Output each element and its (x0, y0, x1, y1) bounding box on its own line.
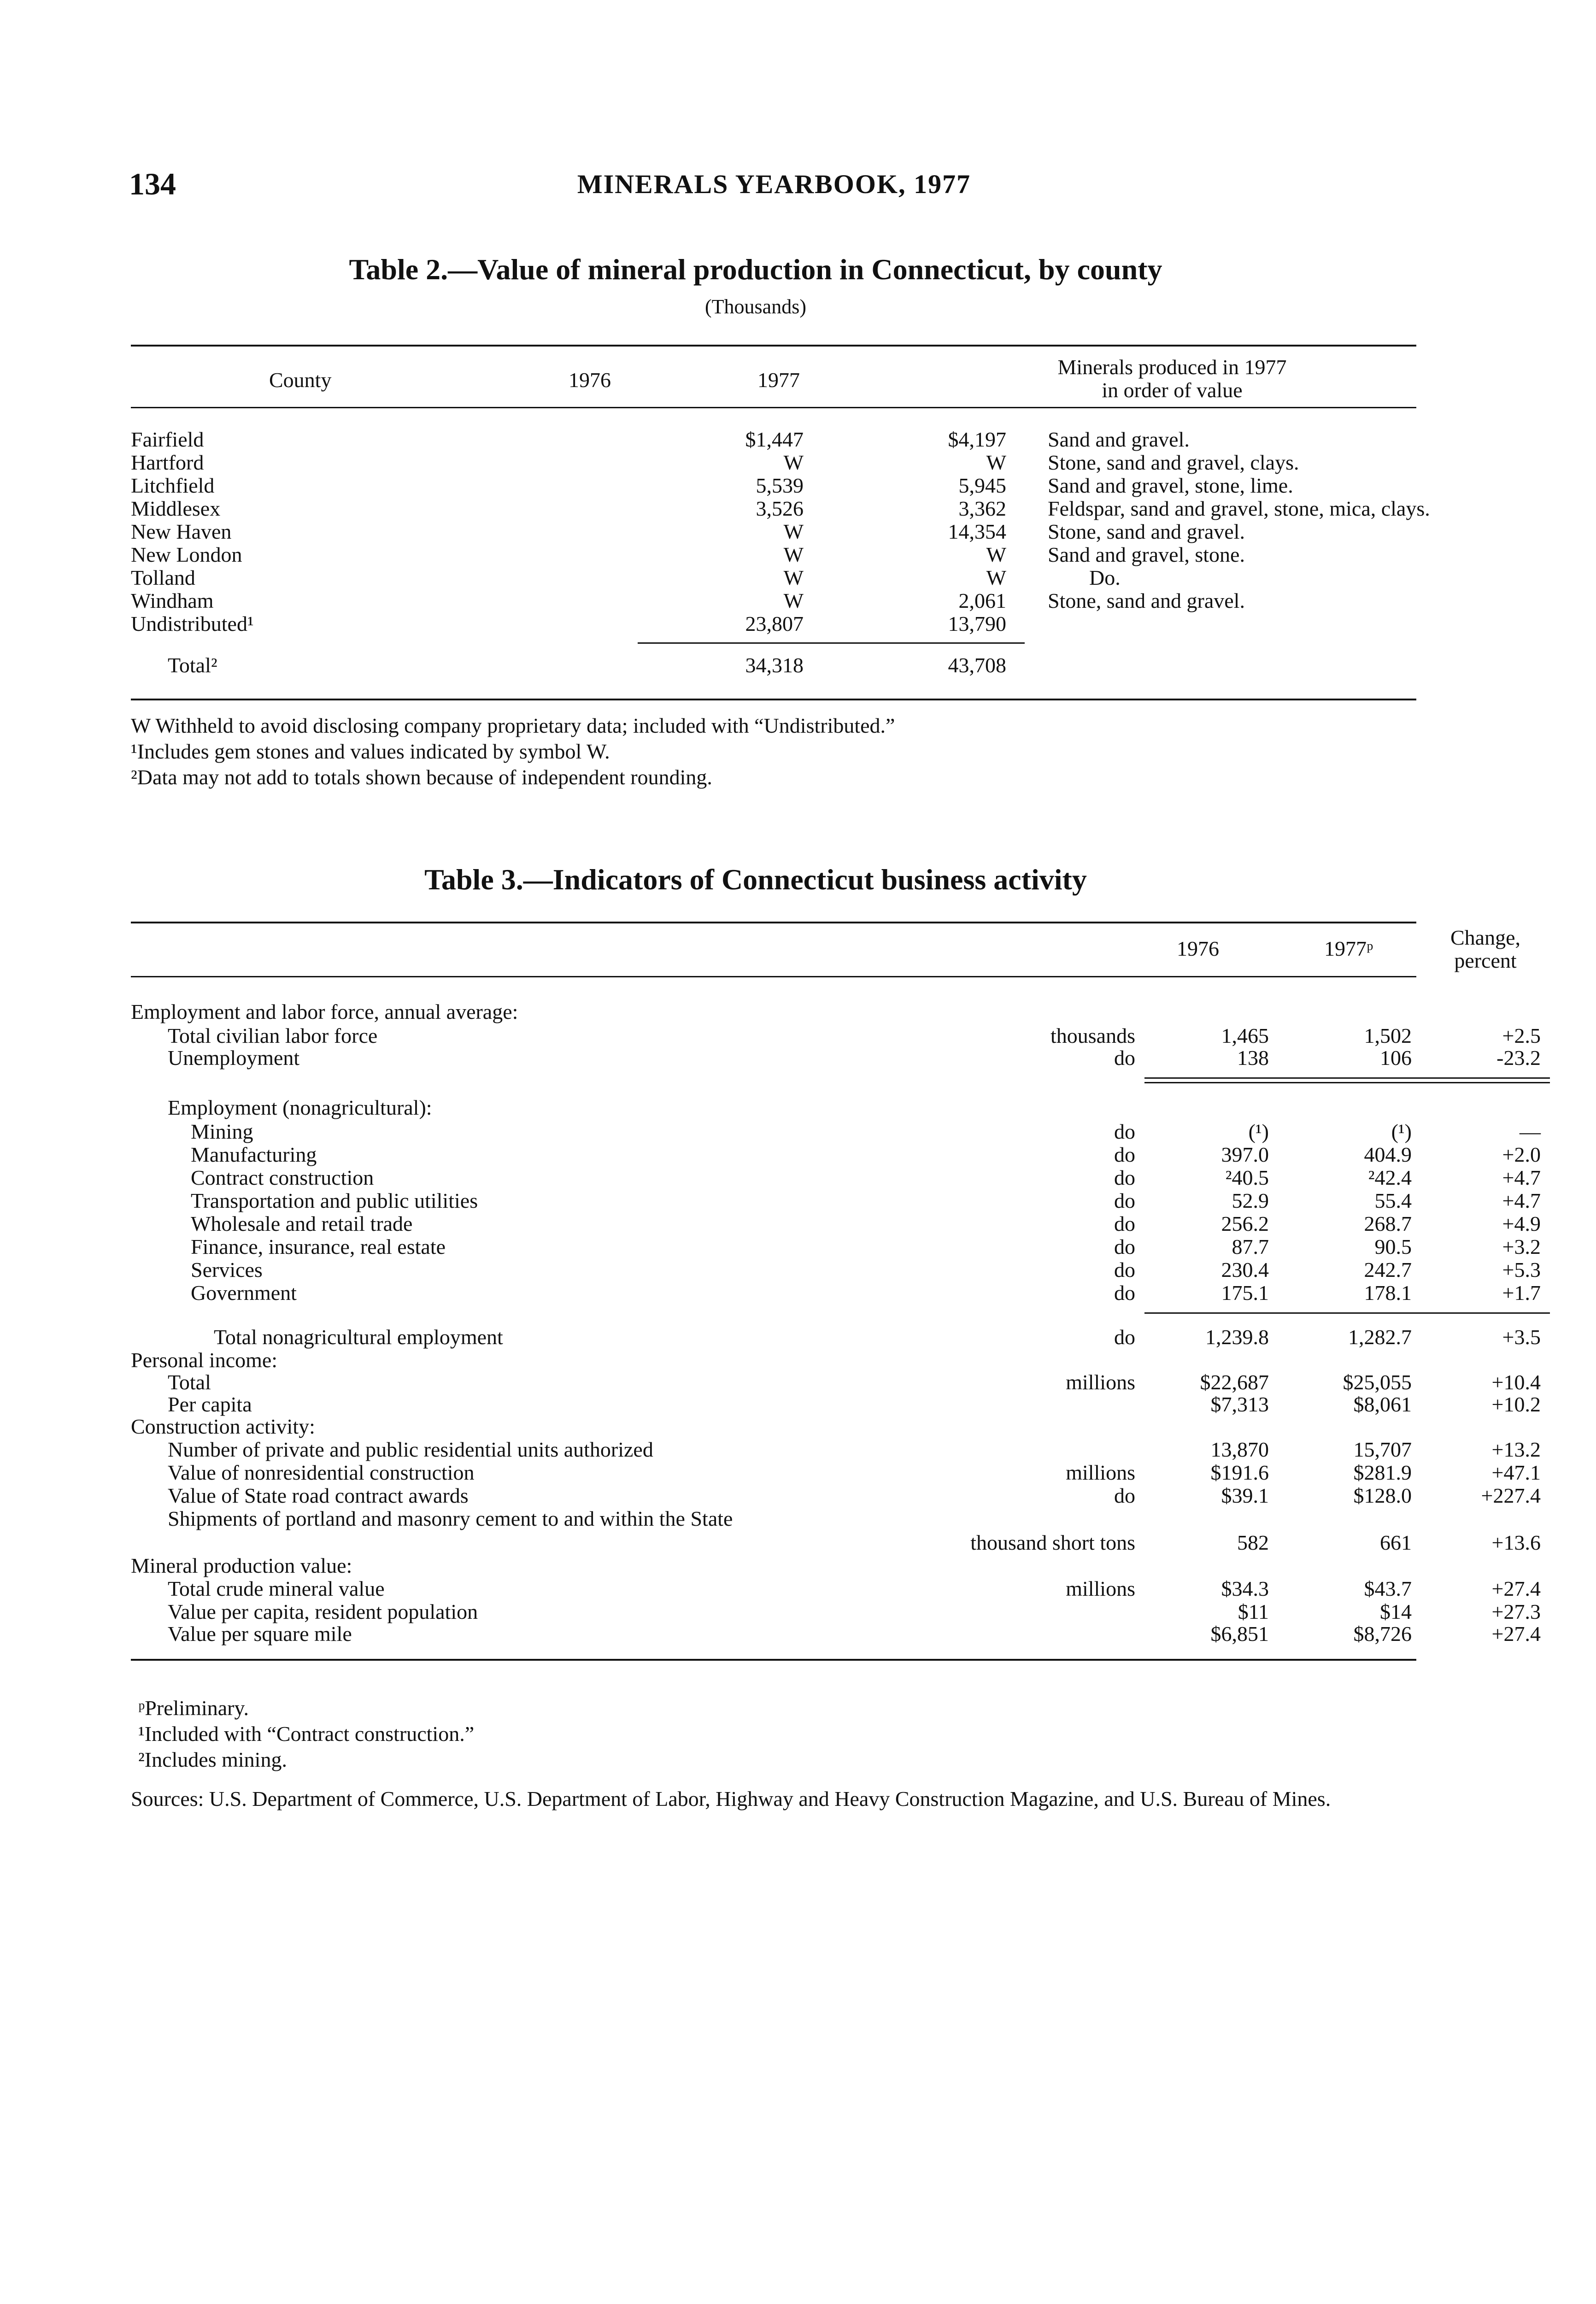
table3-section-rule (1144, 1077, 1550, 1079)
row-label: Government (191, 1281, 297, 1305)
county-name: Middlesex (131, 497, 221, 520)
value-1977: $4,197 (948, 428, 1006, 451)
row-unit: do (1114, 1484, 1135, 1507)
value-1977: 2,061 (958, 589, 1006, 612)
value-1977: ²42.4 (1368, 1166, 1412, 1189)
change-percent: +27.4 (1491, 1622, 1541, 1646)
value-1977: 13,790 (948, 612, 1006, 635)
change-percent: +27.4 (1491, 1577, 1541, 1600)
row-label: Manufacturing (191, 1143, 317, 1166)
table2-total-row (131, 653, 1416, 677)
row-label: Total civilian labor force (168, 1024, 378, 1047)
row-unit: do (1114, 1143, 1135, 1166)
table-row (131, 1235, 1541, 1259)
table-row (131, 1370, 1541, 1394)
change-percent: +5.3 (1502, 1258, 1541, 1281)
minerals-produced: Sand and gravel. (1048, 428, 1190, 451)
table-row (131, 566, 1416, 590)
row-label: Mining (191, 1120, 253, 1143)
value-1977: 14,354 (948, 520, 1006, 543)
change-percent: +10.2 (1491, 1393, 1541, 1416)
table-row (131, 1325, 1541, 1349)
value-1976: $1,447 (745, 428, 804, 451)
table-row (131, 1000, 1416, 1024)
value-1976: 582 (1237, 1531, 1269, 1554)
table-row (131, 1143, 1541, 1167)
minerals-produced: Sand and gravel, stone, lime. (1048, 474, 1293, 497)
county-name: New Haven (131, 520, 232, 543)
table3-subtotal-rule (1144, 1312, 1550, 1314)
table2-subtitle: (Thousands) (705, 295, 806, 318)
table3-header (131, 922, 1520, 982)
row-unit: thousand short tons (970, 1531, 1135, 1554)
row-unit: millions (1066, 1370, 1135, 1394)
value-1977: 90.5 (1374, 1235, 1412, 1258)
value-1977: $14 (1380, 1600, 1412, 1623)
table2-col-1976: 1976 (569, 368, 611, 392)
value-1977: $43.7 (1364, 1577, 1412, 1600)
value-1976: $191.6 (1210, 1461, 1269, 1484)
county-name: Hartford (131, 451, 204, 474)
row-label: Number of private and public residential units authorized (168, 1438, 653, 1461)
county-name: Windham (131, 589, 214, 612)
table-row (131, 1281, 1541, 1305)
value-1977: W (986, 566, 1006, 589)
value-1976: 138 (1237, 1046, 1269, 1070)
row-label: Value of State road contract awards (168, 1484, 469, 1507)
table2-header (131, 345, 1416, 409)
table2-footnote: ¹Includes gem stones and values indicated by symbol W. (131, 740, 610, 763)
value-1976: $22,687 (1200, 1370, 1269, 1394)
value-1977: $25,055 (1343, 1370, 1412, 1394)
value-1976: $34.3 (1221, 1577, 1269, 1600)
row-label: Value per square mile (168, 1622, 352, 1646)
table-row (131, 1484, 1541, 1508)
row-label: Total crude mineral value (168, 1577, 385, 1600)
minerals-produced: Feldspar, sand and gravel, stone, mica, clays. (1048, 497, 1430, 520)
change-percent: +1.7 (1502, 1281, 1541, 1305)
table3-sources: Sources: U.S. Department of Commerce, U.S. Department of Labor, Highway and Heavy Construction Magazine, and U.S. Bureau of Mines. (131, 1787, 1331, 1810)
row-unit: do (1114, 1281, 1135, 1305)
table3-header-rule (131, 976, 1416, 977)
row-label: Value per capita, resident population (168, 1600, 478, 1623)
table2-header-rule (131, 407, 1416, 408)
value-1976: 3,526 (756, 497, 804, 520)
table-row (131, 1166, 1541, 1190)
value-1977: 1,502 (1364, 1024, 1412, 1047)
table3-footnote: ²Includes mining. (138, 1748, 287, 1771)
row-label: Value of nonresidential construction (168, 1461, 475, 1484)
total-1977: 43,708 (948, 653, 1006, 677)
change-percent: +47.1 (1491, 1461, 1541, 1484)
row-label: Wholesale and retail trade (191, 1212, 413, 1235)
value-1977: 661 (1380, 1531, 1412, 1554)
row-unit: do (1114, 1120, 1135, 1143)
change-percent: +4.9 (1502, 1212, 1541, 1235)
change-percent: +4.7 (1502, 1189, 1541, 1212)
table-row (131, 1461, 1541, 1485)
row-unit: do (1114, 1189, 1135, 1212)
table-row (131, 1531, 1541, 1555)
table-row (131, 1622, 1541, 1646)
value-1977: W (986, 543, 1006, 566)
value-1977: 1,282.7 (1348, 1325, 1412, 1349)
change-percent: +3.2 (1502, 1235, 1541, 1258)
value-1977: $8,061 (1353, 1393, 1412, 1416)
row-label: Construction activity: (131, 1415, 315, 1438)
table-row (131, 1046, 1541, 1070)
table2-footnote: ²Data may not add to totals shown because of independent rounding. (131, 765, 712, 789)
value-1976: W (783, 566, 804, 589)
table2-bottom-rule (131, 699, 1416, 700)
value-1977: (¹) (1391, 1120, 1412, 1143)
table3-footnote: ᵖPreliminary. (138, 1696, 249, 1720)
value-1976: (¹) (1248, 1120, 1269, 1143)
row-label: Mineral production value: (131, 1554, 352, 1577)
value-1976: 230.4 (1221, 1258, 1269, 1281)
change-percent: +3.5 (1502, 1325, 1541, 1349)
table-row (131, 589, 1416, 613)
value-1976: 5,539 (756, 474, 804, 497)
table-row (131, 1577, 1541, 1601)
county-name: New London (131, 543, 242, 566)
change-percent: -23.2 (1496, 1046, 1541, 1070)
table-row (131, 1348, 1416, 1372)
value-1976: W (783, 543, 804, 566)
table-row (131, 1258, 1541, 1282)
value-1976: 1,239.8 (1205, 1325, 1269, 1349)
row-unit: millions (1066, 1461, 1135, 1484)
value-1976: $39.1 (1221, 1484, 1269, 1507)
county-name: Tolland (131, 566, 195, 589)
minerals-produced: Do. (1089, 566, 1121, 589)
value-1976: W (783, 451, 804, 474)
value-1977: $8,726 (1353, 1622, 1412, 1646)
value-1976: $6,851 (1210, 1622, 1269, 1646)
table-row (131, 1600, 1541, 1624)
page-header (129, 166, 1419, 203)
row-label: Per capita (168, 1393, 252, 1416)
county-name: Undistributed¹ (131, 612, 254, 635)
value-1976: $7,313 (1210, 1393, 1269, 1416)
minerals-produced: Stone, sand and gravel, clays. (1048, 451, 1299, 474)
value-1977: 55.4 (1374, 1189, 1412, 1212)
value-1976: ²40.5 (1225, 1166, 1269, 1189)
value-1976: 87.7 (1232, 1235, 1269, 1258)
value-1977: 106 (1380, 1046, 1412, 1070)
county-name: Litchfield (131, 474, 215, 497)
table2-total-rule (638, 642, 1025, 644)
table3-col-change-line1: Change, (1450, 926, 1520, 949)
change-percent: — (1520, 1120, 1541, 1143)
row-label: Finance, insurance, real estate (191, 1235, 446, 1258)
running-title: MINERALS YEARBOOK, 1977 (577, 169, 971, 199)
minerals-produced: Stone, sand and gravel. (1048, 520, 1245, 543)
change-percent: +2.5 (1502, 1024, 1541, 1047)
value-1977: $128.0 (1353, 1484, 1412, 1507)
total-label: Total² (168, 653, 217, 677)
row-unit: do (1114, 1258, 1135, 1281)
value-1977: 178.1 (1364, 1281, 1412, 1305)
row-unit: do (1114, 1325, 1135, 1349)
table3-title: Table 3.—Indicators of Connecticut business activity (424, 863, 1087, 896)
value-1976: W (783, 589, 804, 612)
table3-col-1976: 1976 (1177, 937, 1219, 960)
table2-col-county: County (269, 368, 332, 392)
table2-col-minerals-line1: Minerals produced in 1977 (1057, 355, 1287, 379)
value-1977: $281.9 (1353, 1461, 1412, 1484)
table2-footnote: W Withheld to avoid disclosing company proprietary data; included with “Undistributed.” (131, 714, 895, 737)
table3-col-1977: 1977ᵖ (1324, 937, 1373, 960)
value-1977: W (986, 451, 1006, 474)
table3-footnote: ¹Included with “Contract construction.” (138, 1722, 475, 1746)
table-row (131, 1120, 1541, 1144)
table-row (131, 1438, 1541, 1462)
table-row (131, 1189, 1541, 1213)
value-1976: 175.1 (1221, 1281, 1269, 1305)
change-percent: +2.0 (1502, 1143, 1541, 1166)
table-row (131, 1554, 1416, 1578)
table-row (131, 1024, 1541, 1048)
minerals-produced: Stone, sand and gravel. (1048, 589, 1245, 612)
minerals-produced: Sand and gravel, stone. (1048, 543, 1245, 566)
value-1976: 397.0 (1221, 1143, 1269, 1166)
table2-title: Table 2.—Value of mineral production in Connecticut, by county (349, 253, 1162, 286)
value-1976: 1,465 (1221, 1024, 1269, 1047)
table-row (131, 543, 1416, 567)
value-1977: 404.9 (1364, 1143, 1412, 1166)
value-1977: 242.7 (1364, 1258, 1412, 1281)
row-label: Shipments of portland and masonry cement to and within the State (168, 1507, 733, 1530)
row-unit: do (1114, 1046, 1135, 1070)
value-1976: W (783, 520, 804, 543)
row-unit: do (1114, 1166, 1135, 1189)
value-1977: 268.7 (1364, 1212, 1412, 1235)
table-row (131, 612, 1416, 636)
change-percent: +13.6 (1491, 1531, 1541, 1554)
row-label: Total nonagricultural employment (214, 1325, 503, 1349)
value-1977: 5,945 (958, 474, 1006, 497)
value-1976: 13,870 (1210, 1438, 1269, 1461)
table-row (131, 1212, 1541, 1236)
change-percent: +10.4 (1491, 1370, 1541, 1394)
row-label: Employment (nonagricultural): (168, 1096, 432, 1119)
table-row (131, 520, 1416, 544)
row-label: Employment and labor force, annual average: (131, 1000, 518, 1023)
row-unit: thousands (1050, 1024, 1135, 1047)
value-1976: 256.2 (1221, 1212, 1269, 1235)
value-1976: 23,807 (745, 612, 804, 635)
row-unit: do (1114, 1235, 1135, 1258)
total-1976: 34,318 (745, 653, 804, 677)
table3-bottom-rule (131, 1659, 1416, 1661)
county-name: Fairfield (131, 428, 204, 451)
change-percent: +13.2 (1491, 1438, 1541, 1461)
row-label: Total (168, 1370, 211, 1394)
table-row (131, 1393, 1541, 1416)
table2-col-1977: 1977 (757, 368, 800, 392)
table3-col-change-line2: percent (1454, 949, 1517, 972)
change-percent: +27.3 (1491, 1600, 1541, 1623)
value-1977: 15,707 (1353, 1438, 1412, 1461)
page-number: 134 (129, 166, 176, 201)
row-unit: millions (1066, 1577, 1135, 1600)
table-row (131, 1415, 1416, 1439)
row-label: Contract construction (191, 1166, 374, 1189)
row-label: Personal income: (131, 1348, 278, 1372)
table-row (131, 451, 1416, 475)
table-row (131, 1096, 1416, 1120)
table3-section-rule (1144, 1082, 1550, 1083)
table2-col-minerals-line2: in order of value (1102, 378, 1243, 402)
value-1976: $11 (1238, 1600, 1269, 1623)
row-label: Unemployment (168, 1046, 300, 1070)
table-row (131, 1507, 1416, 1531)
value-1976: 52.9 (1232, 1189, 1269, 1212)
table-row (131, 474, 1416, 498)
table-row (131, 428, 1416, 452)
change-percent: +227.4 (1481, 1484, 1541, 1507)
change-percent: +4.7 (1502, 1166, 1541, 1189)
row-label: Transportation and public utilities (191, 1189, 478, 1212)
row-unit: do (1114, 1212, 1135, 1235)
row-label: Services (191, 1258, 263, 1281)
value-1977: 3,362 (958, 497, 1006, 520)
table-row (131, 497, 1430, 521)
